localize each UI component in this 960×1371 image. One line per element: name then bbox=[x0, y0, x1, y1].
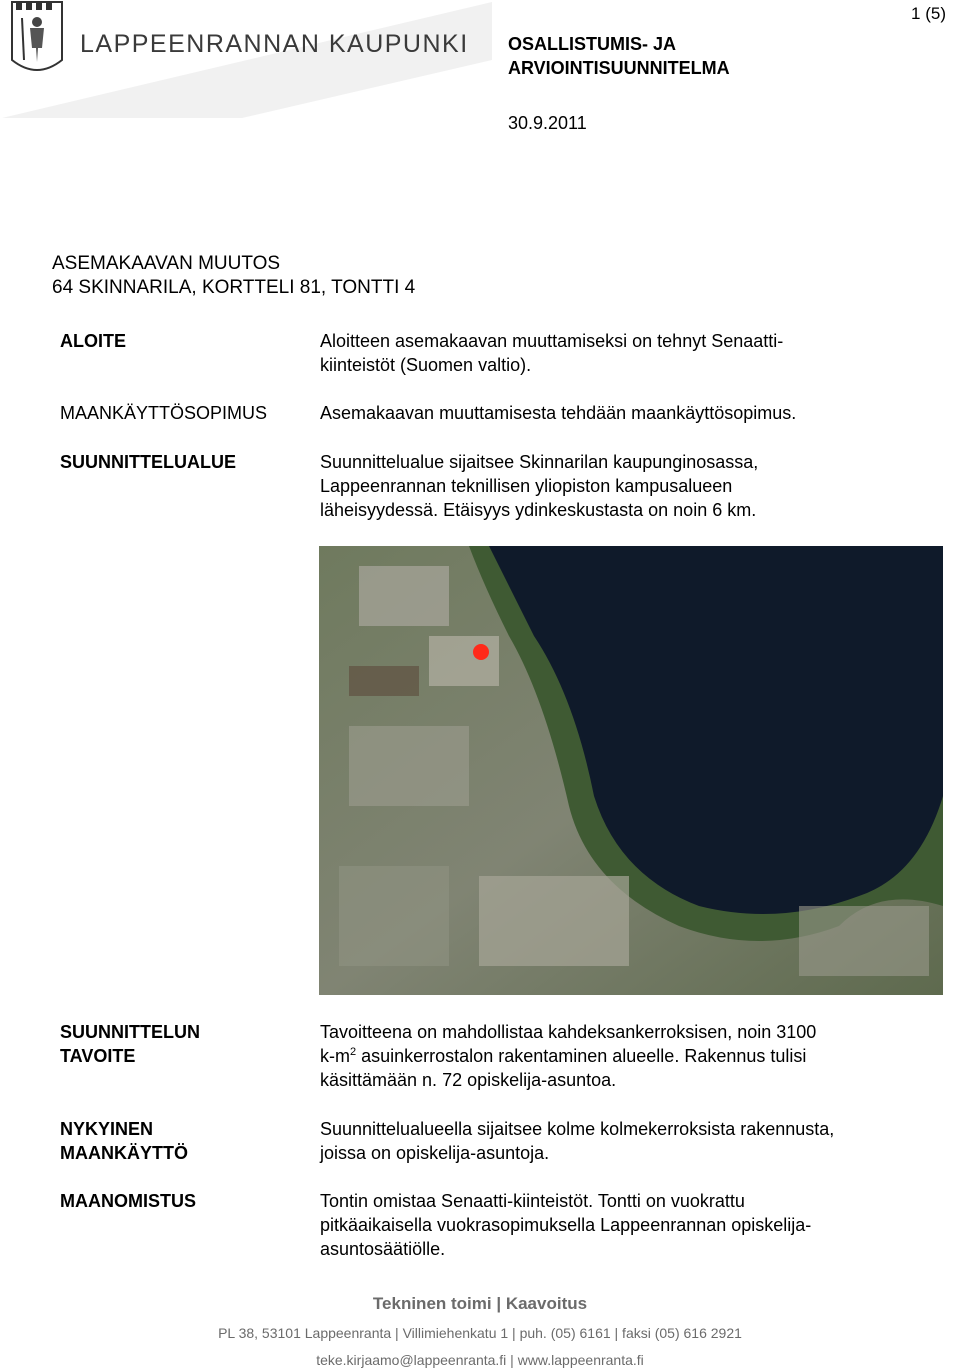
tavoite-line2-rest: asuinkerrostalon rakentaminen alueelle. Rakennus tulisi bbox=[356, 1046, 807, 1066]
tavoite-superscript: 2 bbox=[350, 1046, 357, 1058]
page-number: 1 (5) bbox=[911, 4, 946, 23]
nykyinen-label-line1: NYKYINEN bbox=[60, 1119, 154, 1139]
tavoite-label bbox=[60, 1020, 200, 1068]
alue-line1: Suunnittelualue sijaitsee Skinnarilan kaupunginosassa, bbox=[320, 452, 759, 472]
footer-address: PL 38, 53101 Lappeenranta | Villimiehenkatu 1 | puh. (05) 6161 | faksi (05) 616 2921 bbox=[218, 1325, 742, 1341]
suunnittelualue-label: SUUNNITTELUALUE bbox=[60, 452, 236, 472]
org-name: LAPPEENRANNAN KAUPUNKI bbox=[80, 30, 469, 58]
document-date: 30.9.2011 bbox=[508, 113, 587, 133]
header-logo bbox=[2, 0, 502, 120]
tavoite-label-line1: SUUNNITTELUN bbox=[60, 1022, 200, 1042]
maanomistus-text bbox=[320, 1189, 930, 1261]
maanomistus-line2: pitkäaikaisella vuokrasopimuksella Lappeenrannan opiskelija- bbox=[320, 1215, 812, 1235]
nykyinen-label-line2: MAANKÄYTTÖ bbox=[60, 1143, 188, 1163]
tavoite-line3: käsittämään n. 72 opiskelija-asuntoa. bbox=[320, 1070, 617, 1090]
nykyinen-label bbox=[60, 1117, 188, 1165]
aloite-line2: kiinteistöt (Suomen valtio). bbox=[320, 355, 532, 375]
aloite-label: ALOITE bbox=[60, 331, 126, 351]
maanomistus-line3: asuntosäätiölle. bbox=[320, 1239, 446, 1259]
aloite-text bbox=[320, 329, 930, 377]
suunnittelualue-text bbox=[320, 450, 930, 522]
tavoite-text bbox=[320, 1020, 930, 1092]
maankayttosopimus-label: MAANKÄYTTÖSOPIMUS bbox=[60, 403, 268, 423]
document-type bbox=[508, 32, 730, 80]
title-line2: 64 SKINNARILA, KORTTELI 81, TONTTI 4 bbox=[52, 277, 416, 298]
document-type-line1: OSALLISTUMIS- JA bbox=[508, 34, 677, 54]
aloite-line1: Aloitteen asemakaavan muuttamiseksi on tehnyt Senaatti- bbox=[320, 331, 784, 351]
page-title bbox=[52, 252, 415, 300]
alue-line3: läheisyydessä. Etäisyys ydinkeskustasta on noin 6 km. bbox=[320, 500, 757, 520]
tavoite-label-line2: TAVOITE bbox=[60, 1046, 136, 1066]
nykyinen-line2: joissa on opiskelija-asuntoja. bbox=[320, 1143, 550, 1163]
coat-of-arms-logo bbox=[2, 0, 502, 120]
nykyinen-text bbox=[320, 1117, 930, 1165]
site-marker bbox=[473, 644, 489, 660]
footer-contact: teke.kirjaamo@lappeenranta.fi | www.lappeenranta.fi bbox=[316, 1352, 644, 1368]
tavoite-unit: k-m bbox=[320, 1046, 350, 1066]
maankayttosopimus-text: Asemakaavan muuttamisesta tehdään maankäyttösopimus. bbox=[320, 403, 797, 423]
maanomistus-line1: Tontin omistaa Senaatti-kiinteistöt. Tontti on vuokrattu bbox=[320, 1191, 745, 1211]
document-type-line2: ARVIOINTISUUNNITELMA bbox=[508, 58, 730, 78]
tavoite-line1: Tavoitteena on mahdollistaa kahdeksankerroksisen, noin 3100 bbox=[320, 1022, 817, 1042]
tavoite-line2 bbox=[320, 1044, 930, 1068]
footer-department: Tekninen toimi | Kaavoitus bbox=[372, 1294, 588, 1313]
aerial-map-image bbox=[319, 546, 943, 995]
nykyinen-line1: Suunnittelualueella sijaitsee kolme kolmekerroksista rakennusta, bbox=[320, 1119, 835, 1139]
aerial-photo bbox=[319, 546, 943, 995]
maanomistus-label: MAANOMISTUS bbox=[60, 1191, 196, 1211]
title-line1: ASEMAKAAVAN MUUTOS bbox=[52, 253, 281, 274]
alue-line2: Lappeenrannan teknillisen yliopiston kampusalueen bbox=[320, 476, 733, 496]
